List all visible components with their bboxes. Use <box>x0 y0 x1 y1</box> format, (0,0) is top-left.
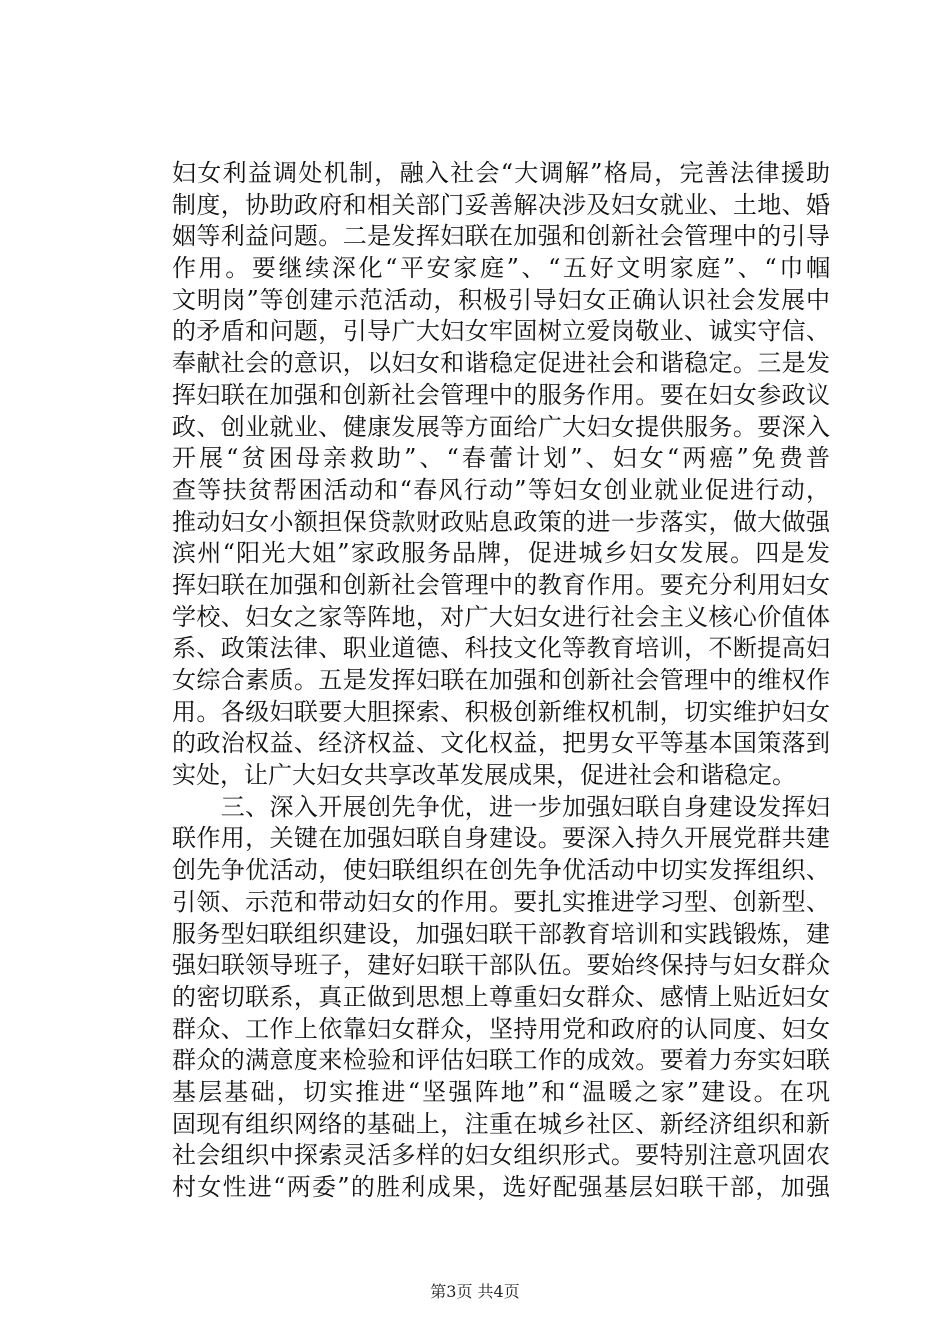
text-line: 创先争优活动，使妇联组织在创先争优活动中切实发挥组织、 <box>172 856 830 885</box>
text-line: 奉献社会的意识，以妇女和谐稳定促进社会和谐稳定。三是发 <box>172 349 830 378</box>
text-line: 妇女利益调处机制，融入社会“大调解”格局，完善法律援助 <box>172 159 830 187</box>
text-line: 姻等利益问题。二是发挥妇联在加强和创新社会管理中的引导 <box>172 222 830 251</box>
text-line: 的密切联系，真正做到思想上尊重妇女群众、感情上贴近妇女 <box>172 982 830 1011</box>
text-line: 的政治权益、经济权益、文化权益，把男女平等基本国策落到 <box>172 729 830 758</box>
text-line: 系、政策法律、职业道德、科技文化等教育培训，不断提高妇 <box>172 634 830 663</box>
text-line: 联作用，关键在加强妇联自身建设。要深入持久开展党群共建 <box>172 824 830 853</box>
text-line: 社会组织中探索灵活多样的妇女组织形式。要特别注意巩固农 <box>172 1141 830 1170</box>
text-line: 村女性进“两委”的胜利成果，选好配强基层妇联干部，加强 <box>172 1173 830 1201</box>
text-line: 滨州“阳光大姐”家政服务品牌，促进城乡妇女发展。四是发 <box>172 539 830 568</box>
body-text <box>172 158 830 1204</box>
text-line: 查等扶贫帮困活动和“春风行动”等妇女创业就业促进行动， <box>172 475 830 504</box>
page-footer: 第3页 共4页 <box>430 1282 520 1301</box>
text-line: 政、创业就业、健康发展等方面给广大妇女提供服务。要深入 <box>172 412 830 441</box>
text-line: 三、深入开展创先争优，进一步加强妇联自身建设发挥妇 <box>172 792 830 821</box>
text-line: 学校、妇女之家等阵地，对广大妇女进行社会主义核心价值体 <box>172 602 830 631</box>
text-line: 实处，让广大妇女共享改革发展成果，促进社会和谐稳定。 <box>172 761 796 790</box>
text-line: 强妇联领导班子，建好妇联干部队伍。要始终保持与妇女群众 <box>172 951 830 980</box>
text-line: 推动妇女小额担保贷款财政贴息政策的进一步落实，做大做强 <box>172 507 830 536</box>
text-line: 开展“贫困母亲救助”、“春蕾计划”、妇女“两癌”免费普 <box>172 444 830 473</box>
text-line: 群众、工作上依靠妇女群众，坚持用党和政府的认同度、妇女 <box>172 1014 830 1043</box>
text-line: 引领、示范和带动妇女的作用。要扎实推进学习型、创新型、 <box>172 887 830 916</box>
text-line: 挥妇联在加强和创新社会管理中的服务作用。要在妇女参政议 <box>172 380 830 409</box>
text-line: 女综合素质。五是发挥妇联在加强和创新社会管理中的维权作 <box>172 666 830 694</box>
text-line: 基层基础，切实推进“坚强阵地”和“温暖之家”建设。在巩 <box>172 1077 830 1106</box>
text-line: 用。各级妇联要大胆探索、积极创新维权机制，切实维护妇女 <box>172 697 830 726</box>
text-line: 固现有组织网络的基础上，注重在城乡社区、新经济组织和新 <box>172 1109 830 1138</box>
text-line: 群众的满意度来检验和评估妇联工作的成效。要着力夯实妇联 <box>172 1046 830 1075</box>
text-line: 服务型妇联组织建设，加强妇联干部教育培训和实践锻炼，建 <box>172 919 830 948</box>
text-line: 文明岗”等创建示范活动，积极引导妇女正确认识社会发展中 <box>172 285 830 314</box>
text-line: 挥妇联在加强和创新社会管理中的教育作用。要充分利用妇女 <box>172 570 830 599</box>
text-line: 制度，协助政府和相关部门妥善解决涉及妇女就业、土地、婚 <box>172 190 830 219</box>
text-line: 作用。要继续深化“平安家庭”、“五好文明家庭”、“巾帼 <box>172 254 830 283</box>
text-line: 的矛盾和问题，引导广大妇女牢固树立爱岗敬业、诚实守信、 <box>172 317 830 346</box>
